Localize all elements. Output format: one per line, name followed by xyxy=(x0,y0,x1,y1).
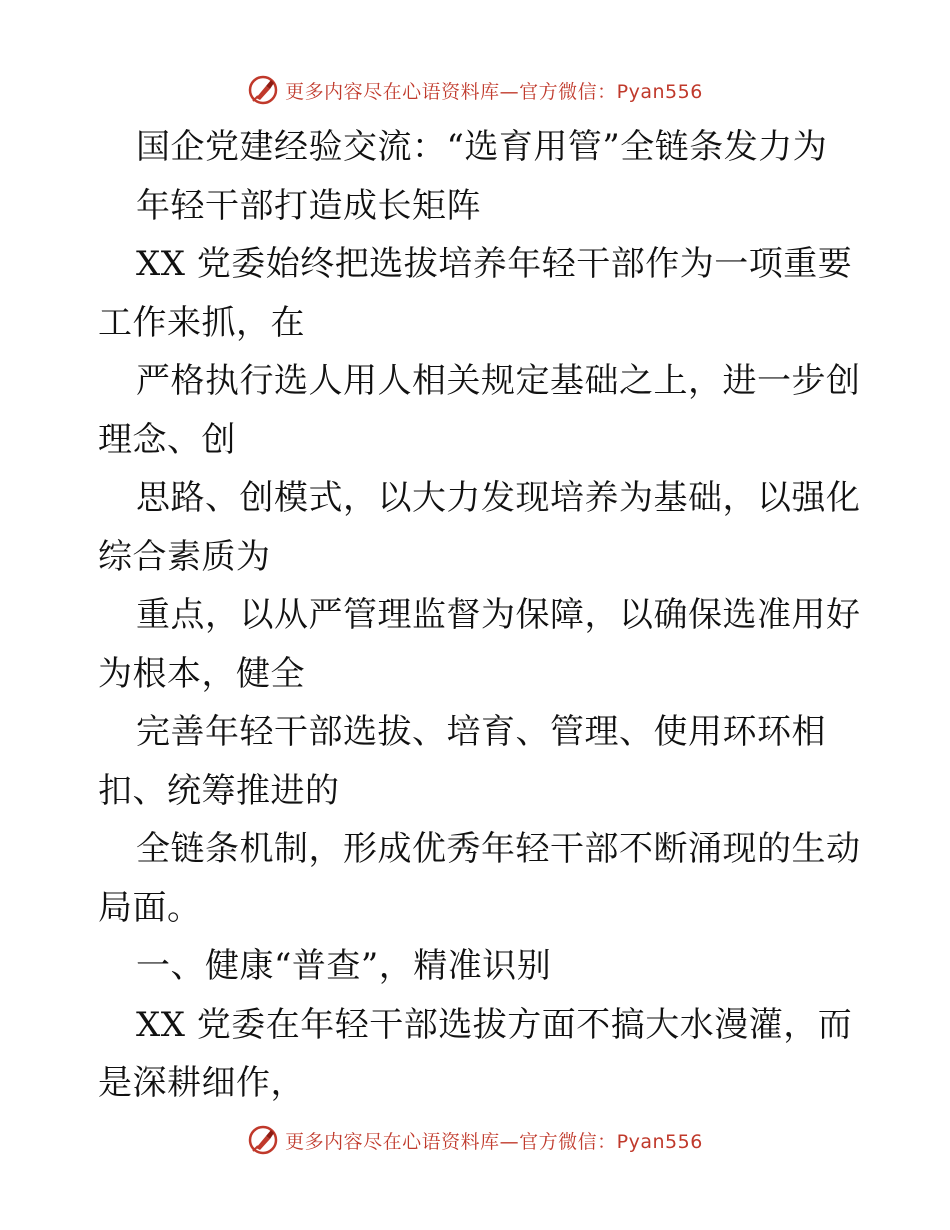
pen-logo-icon xyxy=(247,1124,279,1156)
paragraph-line: XX 党委始终把选拔培养年轻干部作为一项重要 xyxy=(136,244,853,284)
paragraph-line: 完善年轻干部选拔、培育、管理、使用环环相 xyxy=(136,712,826,752)
title-line-1: 国企党建经验交流：“选育用管”全链条发力为 xyxy=(136,127,828,167)
paragraph-line: 全链条机制，形成优秀年轻干部不断涌现的生动 xyxy=(136,829,861,869)
paragraph-line: 重点，以从严管理监督为保障，以确保选准用好 xyxy=(136,595,861,635)
paragraph-line: 工作来抓，在 xyxy=(98,302,305,343)
paragraph-line: 严格执行选人用人相关规定基础之上，进一步创 xyxy=(136,361,861,401)
footer-banner-text: 更多内容尽在心语资料库—官方微信：Pyan556 xyxy=(285,1130,703,1153)
paragraph-line: 理念、创 xyxy=(98,419,236,460)
footer-watermark-banner xyxy=(0,1120,950,1160)
section-heading: 一、健康“普查”，精准识别 xyxy=(136,946,552,986)
paragraph-line: 是深耕细作， xyxy=(98,1063,305,1103)
paragraph-line: 综合素质为 xyxy=(98,536,271,577)
paragraph-line: 思路、创模式，以大力发现培养为基础，以强化 xyxy=(136,478,861,518)
title-line-2: 年轻干部打造成长矩阵 xyxy=(136,185,481,226)
paragraph-line: 扣、统筹推进的 xyxy=(98,770,340,811)
header-watermark-banner xyxy=(0,70,950,110)
paragraph-line: XX 党委在年轻干部选拔方面不搞大水漫灌，而 xyxy=(136,1004,853,1045)
paragraph-line: 局面。 xyxy=(98,887,202,928)
pen-logo-icon xyxy=(247,74,279,106)
paragraph-line: 为根本，健全 xyxy=(98,653,305,694)
document-body xyxy=(98,118,861,1113)
header-banner-text: 更多内容尽在心语资料库—官方微信：Pyan556 xyxy=(285,80,703,103)
